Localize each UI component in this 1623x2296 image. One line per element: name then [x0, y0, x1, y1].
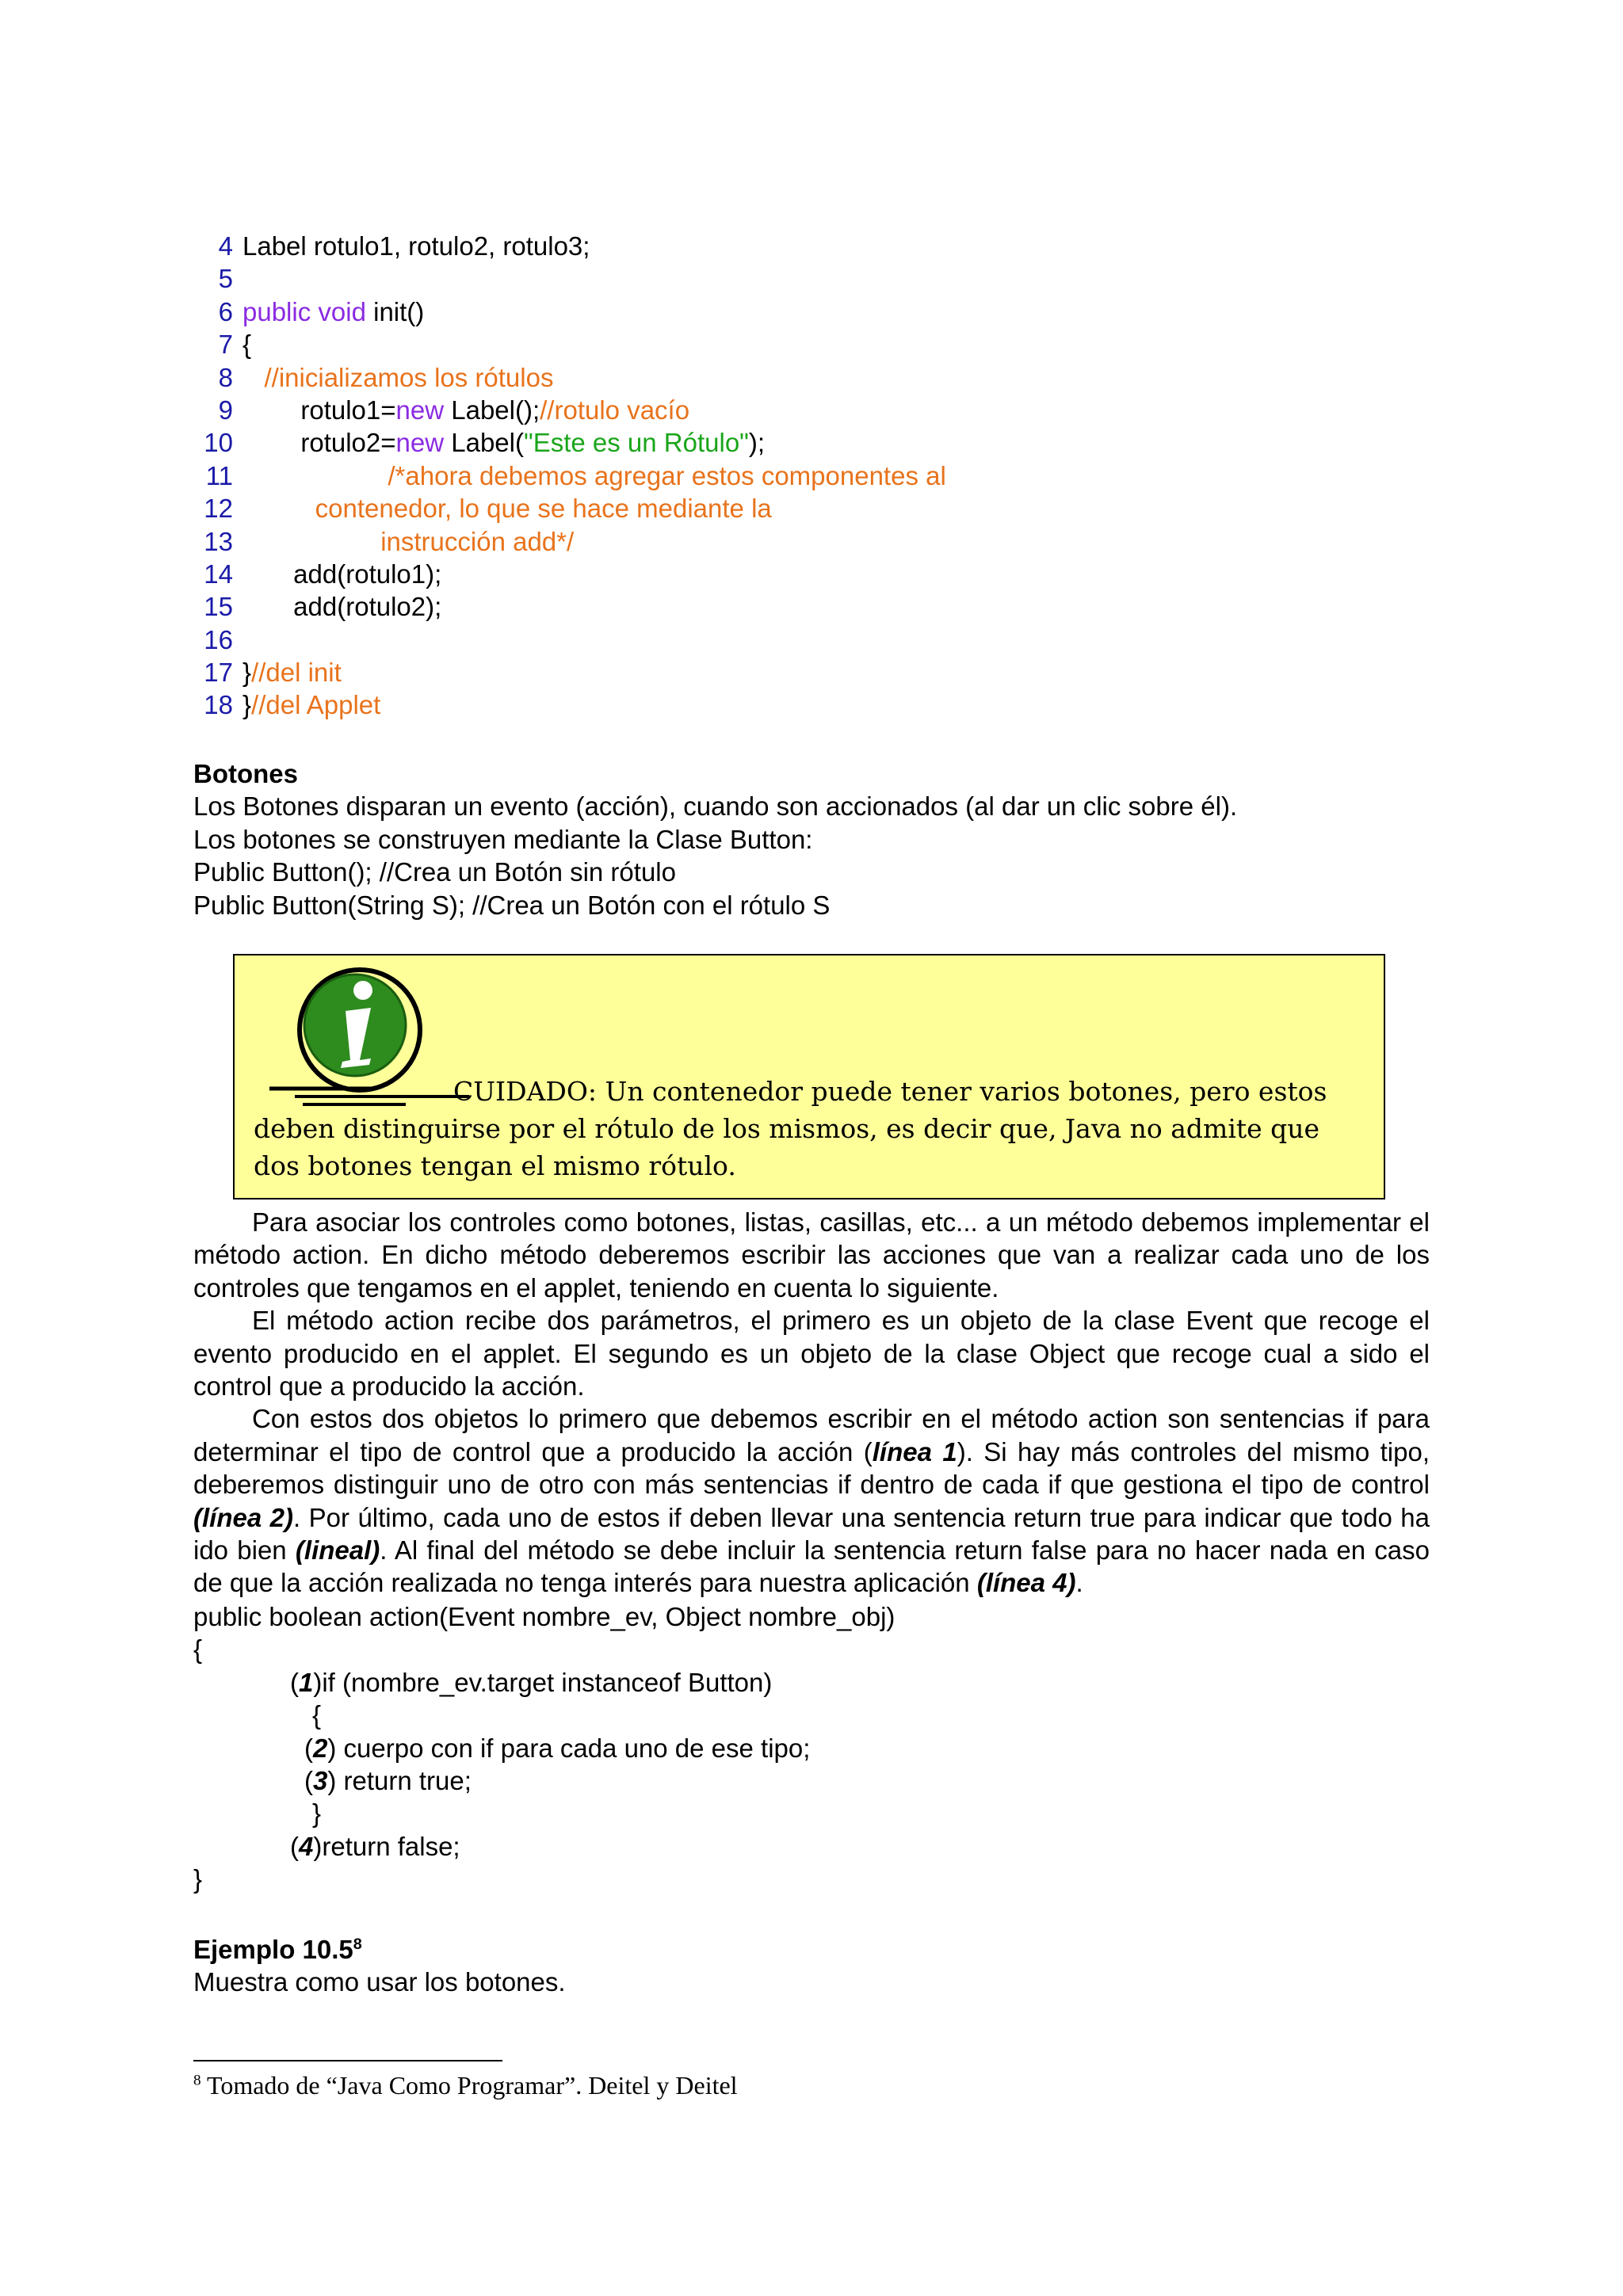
action-line-5: (2) cuerpo con if para cada uno de ese tipo;	[304, 1733, 811, 1763]
code-text: );	[748, 428, 766, 458]
code-text: add(rotulo2);	[242, 592, 442, 622]
line-number: 10	[204, 428, 233, 458]
code-keyword: new	[395, 395, 445, 425]
action-line-4: {	[312, 1700, 322, 1730]
note-body: CUIDADO: Un contenedor puede tener varios botones, pero estos deben distinguirse por el rótulo de los mismos, es decir que, Java no admite que dos botones tengan el mismo rótulo.	[254, 1076, 1327, 1181]
code-line	[193, 492, 946, 524]
code-keyword: public void	[242, 296, 366, 326]
code-text: init()	[365, 296, 425, 326]
action-line-8: (4)return false;	[290, 1831, 460, 1861]
code-line	[193, 296, 946, 328]
example-description: Muestra como usar los botones.	[193, 1967, 566, 1997]
footnote-rule	[193, 2060, 502, 2061]
code-string: "Este es un Rótulo"	[523, 428, 749, 458]
code-text: Label(	[444, 428, 524, 458]
code-line	[193, 558, 946, 590]
action-method-code	[193, 1600, 895, 1896]
line-number: 15	[204, 592, 233, 622]
paragraph-1: Para asociar los controles como botones, listas, casillas, etc... a un método debemos implementar el método action. En dicho método deberemos escribir las acciones que van a realizar cada uno de los controles que tengamos en el applet, teniendo en cuenta lo siguiente.	[193, 1207, 1430, 1302]
line-number: 16	[204, 624, 233, 654]
code-line	[193, 262, 946, 295]
paragraph-3	[193, 1402, 1430, 1599]
code-line	[193, 361, 946, 394]
code-text: {	[242, 330, 252, 360]
p3-text-a: Con estos dos objetos lo primero que debemos escribir en el método action son sentencias if para determinar el tipo de control que a producido la acción (	[193, 1404, 1430, 1466]
line-number: 11	[205, 460, 233, 490]
line-number: 13	[204, 526, 233, 556]
code-line	[193, 230, 946, 262]
paragraph-2: El método action recibe dos parámetros, el primero es un objeto de la clase Event que recoge el evento producido en el applet. El segundo es un objeto de la clase Object que recoge cual a sido el control que a producido la acción.	[193, 1306, 1430, 1402]
code-line	[193, 590, 946, 623]
line-number: 8	[218, 362, 233, 392]
action-line-2: {	[193, 1634, 203, 1665]
code-text: Label rotulo1, rotulo2, rotulo3;	[242, 231, 590, 261]
example-heading: Ejemplo 10.5$^8$	[193, 1935, 362, 1964]
warning-note-box	[233, 954, 1385, 1199]
code-text: }	[242, 690, 252, 720]
example-section	[193, 1928, 1430, 1999]
action-line-3: (1)if (nombre_ev.target instanceof Button)	[290, 1667, 773, 1697]
p3-ref-line2: (línea 2)	[193, 1502, 293, 1532]
p3-text-e: . Por último, cada uno de estos if deben llevar una sentencia return true para indicar que todo ha ido bien	[193, 1502, 1430, 1566]
code-comment: //inicializamos los rótulos	[242, 362, 554, 392]
code-line	[193, 656, 946, 688]
code-line	[193, 394, 946, 426]
code-line	[193, 460, 946, 492]
footnote-mark: 8	[193, 2072, 201, 2089]
code-line	[193, 624, 946, 656]
p3-text-c: ). Si hay más controles del mismo tipo, deberemos distinguir uno de otro con más sentencias if dentro de cada if que gestiona el tipo de control	[193, 1436, 1430, 1500]
p3-ref-line1: línea 1	[872, 1436, 957, 1466]
code-comment: //rotulo vacío	[540, 395, 690, 425]
code-comment: //del init	[251, 658, 342, 688]
example-footnote-mark: 8	[353, 1936, 362, 1953]
action-line-7: }	[312, 1798, 322, 1829]
line-number: 12	[204, 494, 233, 524]
action-line-6: (3) return true;	[304, 1765, 472, 1795]
p3-text-i: .	[1075, 1568, 1083, 1598]
line-number: 6	[218, 296, 233, 326]
code-keyword: new	[395, 428, 445, 458]
code-text: rotulo1=	[242, 395, 396, 425]
botones-section	[193, 757, 1430, 921]
botones-heading: Botones	[193, 759, 298, 788]
botones-line-1: Los Botones disparan un evento (acción), cuando son accionados (al dar un clic sobre él).	[193, 791, 1238, 822]
code-comment: instrucción add*/	[242, 526, 575, 556]
code-line	[193, 328, 946, 360]
botones-line-2: Los botones se construyen mediante la Clase Button:	[193, 824, 813, 854]
code-line	[193, 688, 946, 721]
line-number: 17	[204, 658, 233, 688]
line-number: 5	[218, 264, 233, 294]
code-text: rotulo2=	[242, 428, 396, 458]
action-line-9: }	[193, 1864, 203, 1894]
body-paragraphs	[193, 1206, 1430, 1600]
code-text: Label();	[444, 395, 540, 425]
p3-ref-line4: (línea 4)	[976, 1568, 1076, 1598]
botones-line-4: Public Button(String S); //Crea un Botón con el rótulo S	[193, 890, 831, 920]
line-number: 7	[218, 330, 233, 360]
line-number: 9	[218, 395, 233, 425]
code-listing	[193, 230, 946, 722]
line-number: 14	[204, 559, 233, 589]
line-number: 4	[218, 231, 233, 261]
code-text: add(rotulo1);	[242, 559, 442, 589]
code-comment: contenedor, lo que se hace mediante la	[242, 494, 772, 524]
code-line	[193, 525, 946, 558]
p3-ref-lineal: (lineal)	[295, 1535, 380, 1566]
botones-line-3: Public Button(); //Crea un Botón sin rótulo	[193, 857, 676, 887]
footnote-text: Tomado de “Java Como Programar”. Deitel y Deitel	[200, 2071, 738, 2100]
line-number: 18	[204, 690, 233, 720]
p3-text-g: . Al final del método se debe incluir la sentencia return false para no hacer nada en caso de que la acción realizada no tenga interés para nuestra aplicación	[193, 1535, 1430, 1598]
footnote	[193, 2071, 738, 2100]
code-line	[193, 426, 946, 459]
action-line-1: public boolean action(Event nombre_ev, Object nombre_obj)	[193, 1602, 896, 1631]
code-comment: /*ahora debemos agregar estos componentes al	[242, 460, 946, 490]
code-comment: //del Applet	[251, 690, 381, 720]
code-text: }	[242, 658, 252, 688]
note-text	[254, 1073, 1371, 1184]
